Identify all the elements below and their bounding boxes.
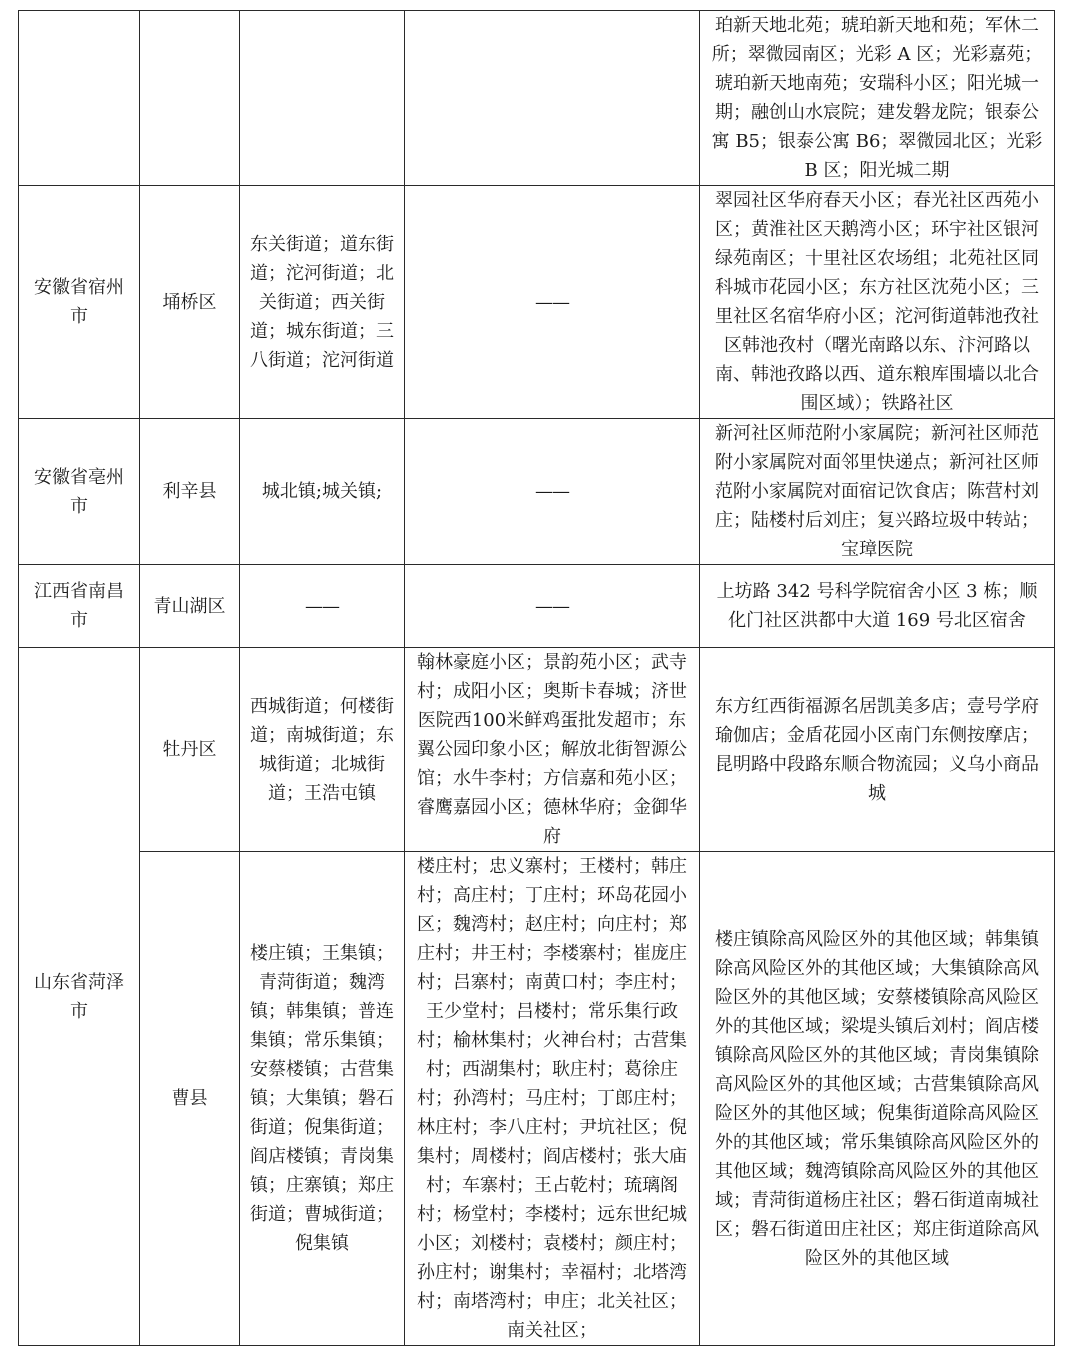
streets-cell: 楼庄镇；王集镇；青菏街道；魏湾镇；韩集镇；普连集镇；常乐集镇；安蔡楼镇；古营集镇；大集镇；磐石街道；倪集街道；阎店楼镇；青岗集镇；庄寨镇；郑庄街道；曹城街道；倪集镇 [240,852,405,1346]
city-cell [19,11,140,186]
city-cell: 江西省南昌市 [19,565,140,648]
high-risk-cell: 翰林豪庭小区；景韵苑小区；武寺村；成阳小区；奥斯卡春城；济世医院西100米鲜鸡蛋批发超市；东翼公园印象小区；解放北街智源公馆；水牛李村；方信嘉和苑小区；睿鹰嘉园小区；德林华府；金御华府 [405,648,700,852]
city-cell: 安徽省亳州市 [19,419,140,565]
table-row [19,852,1055,1346]
low-risk-cell: 新河社区师范附小家属院；新河社区师范附小家属院对面邻里快递点；新河社区师范附小家属院对面宿记饮食店；陈营村刘庄；陆楼村后刘庄；复兴路垃圾中转站；宝璋医院 [700,419,1055,565]
district-cell: 牡丹区 [140,648,240,852]
district-cell: 曹县 [140,852,240,1346]
high-risk-cell: —— [405,565,700,648]
low-risk-cell: 珀新天地北苑；琥珀新天地和苑；军休二所；翠微园南区；光彩 A 区；光彩嘉苑；琥珀新天地南苑；安瑞科小区；阳光城一期；融创山水宸院；建发磐龙院；银泰公寓 B5；银泰公寓 B6；翠微园北区；光彩 B 区；阳光城二期 [700,11,1055,186]
low-risk-cell: 东方红西街福源名居凯美多店；壹号学府瑜伽店；金盾花园小区南门东侧按摩店；昆明路中段路东顺合物流园；义乌小商品城 [700,648,1055,852]
streets-cell: 西城街道；何楼街道；南城街道；东城街道；北城街道；王浩屯镇 [240,648,405,852]
low-risk-cell: 上坊路 342 号科学院宿舍小区 3 栋；顺化门社区洪都中大道 169 号北区宿舍 [700,565,1055,648]
high-risk-cell: 楼庄村；忠义寨村；王楼村；韩庄村；高庄村；丁庄村；环岛花园小区；魏湾村；赵庄村；向庄村；郑庄村；井王村；李楼寨村；崔庞庄村；吕寨村；南黄口村；李庄村；王少堂村；吕楼村；常乐集行政村；榆林集村；火神台村；古营集村；西湖集村；耿庄村；葛徐庄村；孙湾村；马庄村；丁郎庄村；林庄村；李八庄村；尹坑社区；倪集村；周楼村；阎店楼村；张大庙村；车寨村；王占乾村；琉璃阁村；杨堂村；李楼村；远东世纪城小区；刘楼村；袁楼村；颜庄村；孙庄村；谢集村；幸福村；北塔湾村；南塔湾村；申庄；北关社区；南关社区； [405,852,700,1346]
district-cell [140,11,240,186]
table-row [19,419,1055,565]
streets-cell: —— [240,565,405,648]
low-risk-cell: 翠园社区华府春天小区；春光社区西苑小区；黄淮社区天鹅湾小区；环宇社区银河绿苑南区；十里社区农场组；北苑社区同科城市花园小区；东方社区沈苑小区；三里社区名宿华府小区；沱河街道韩池孜社区韩池孜村（曙光南路以东、汴河路以南、韩池孜路以西、道东粮库围墙以北合围区域）；铁路社区 [700,186,1055,419]
table-row [19,186,1055,419]
streets-cell: 城北镇;城关镇; [240,419,405,565]
high-risk-cell [405,11,700,186]
district-cell: 利辛县 [140,419,240,565]
table-row [19,11,1055,186]
streets-cell: 东关街道；道东街道；沱河街道；北关街道；西关街道；城东街道；三八街道；沱河街道 [240,186,405,419]
district-cell: 青山湖区 [140,565,240,648]
city-cell: 安徽省宿州市 [19,186,140,419]
table-row [19,565,1055,648]
district-cell: 埇桥区 [140,186,240,419]
risk-area-table [18,10,1055,1346]
low-risk-cell: 楼庄镇除高风险区外的其他区域；韩集镇除高风险区外的其他区域；大集镇除高风险区外的其他区域；安蔡楼镇除高风险区外的其他区域；梁堤头镇后刘村；阎店楼镇除高风险区外的其他区域；青岗集镇除高风险区外的其他区域；古营集镇除高风险区外的其他区域；倪集街道除高风险区外的其他区域；常乐集镇除高风险区外的其他区域；魏湾镇除高风险区外的其他区域；青菏街道杨庄社区；磐石街道南城社区；磐石街道田庄社区；郑庄街道除高风险区外的其他区域 [700,852,1055,1346]
high-risk-cell: —— [405,419,700,565]
city-cell: 山东省菏泽市 [19,648,140,1346]
table-row [19,648,1055,852]
high-risk-cell: —— [405,186,700,419]
streets-cell [240,11,405,186]
